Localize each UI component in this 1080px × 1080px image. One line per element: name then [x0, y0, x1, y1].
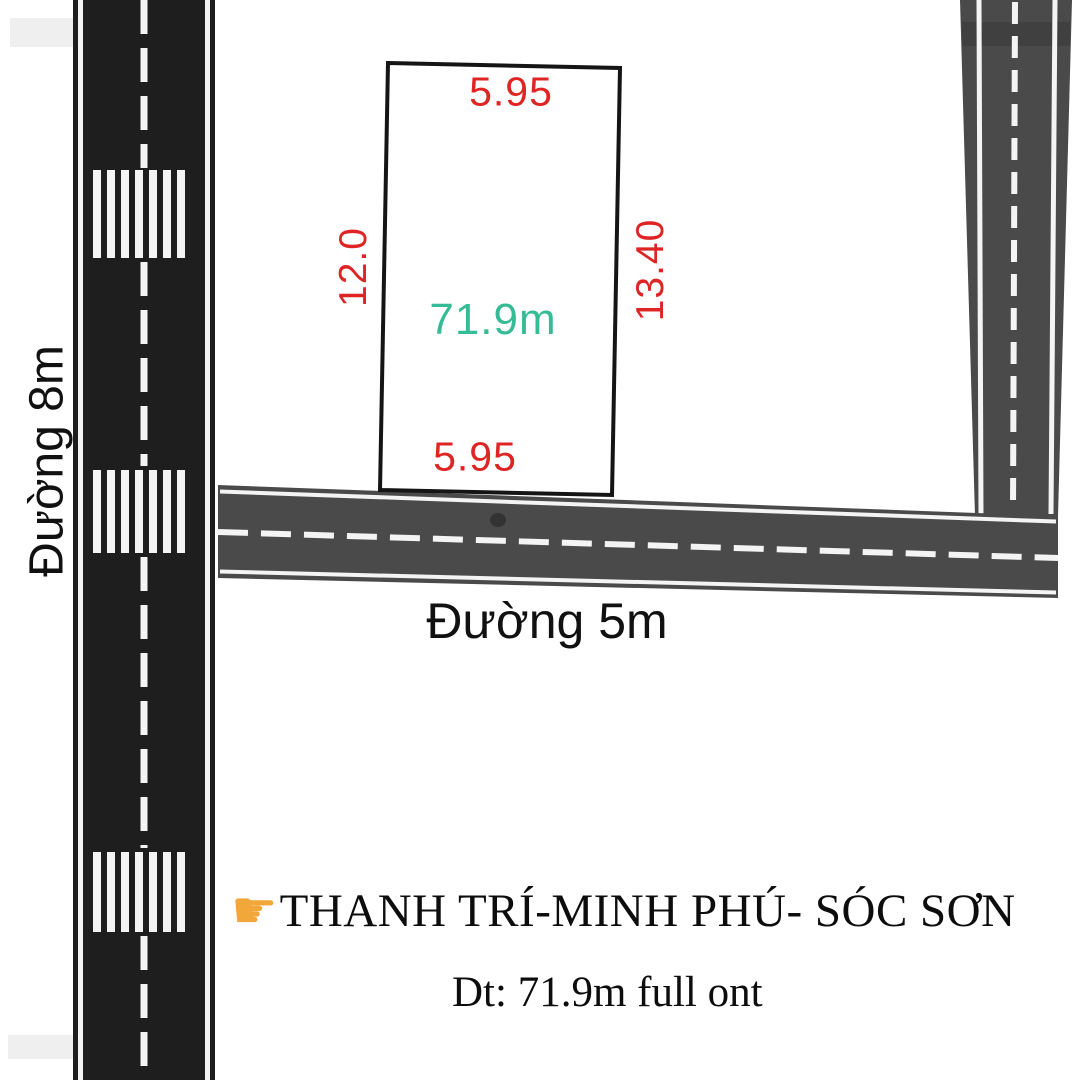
- crosswalk-top: [93, 170, 185, 258]
- watermark-box-top: [10, 18, 83, 47]
- caption-subtitle: Dt: 71.9m full ont: [452, 969, 763, 1016]
- plot-bottom-dimension: 5.95: [433, 433, 517, 480]
- plot-right-dimension: 13.40: [629, 218, 672, 322]
- plot-left-dimension: 12.0: [332, 227, 375, 307]
- plot-area-label: 71.9m: [429, 295, 557, 344]
- bottom-road-label: Đường 5m: [426, 593, 668, 649]
- caption-title: THANH TRÍ-MINH PHÚ- SÓC SƠN: [279, 885, 1016, 937]
- plot-boundary: [380, 63, 620, 495]
- pointing-right-icon: ☛: [231, 881, 278, 941]
- left-road-label: Đường 8m: [20, 345, 74, 577]
- right-road-edge-line-left: [979, 0, 981, 514]
- caption-line: [231, 881, 1016, 941]
- road-dot: [490, 513, 506, 527]
- right-road: [960, 0, 1072, 516]
- left-road: [73, 0, 215, 1080]
- crosswalk-middle: [93, 470, 185, 553]
- bottom-road: [218, 485, 1058, 598]
- plot-top-dimension: 5.95: [469, 68, 553, 115]
- crosswalk-bottom: [93, 852, 185, 932]
